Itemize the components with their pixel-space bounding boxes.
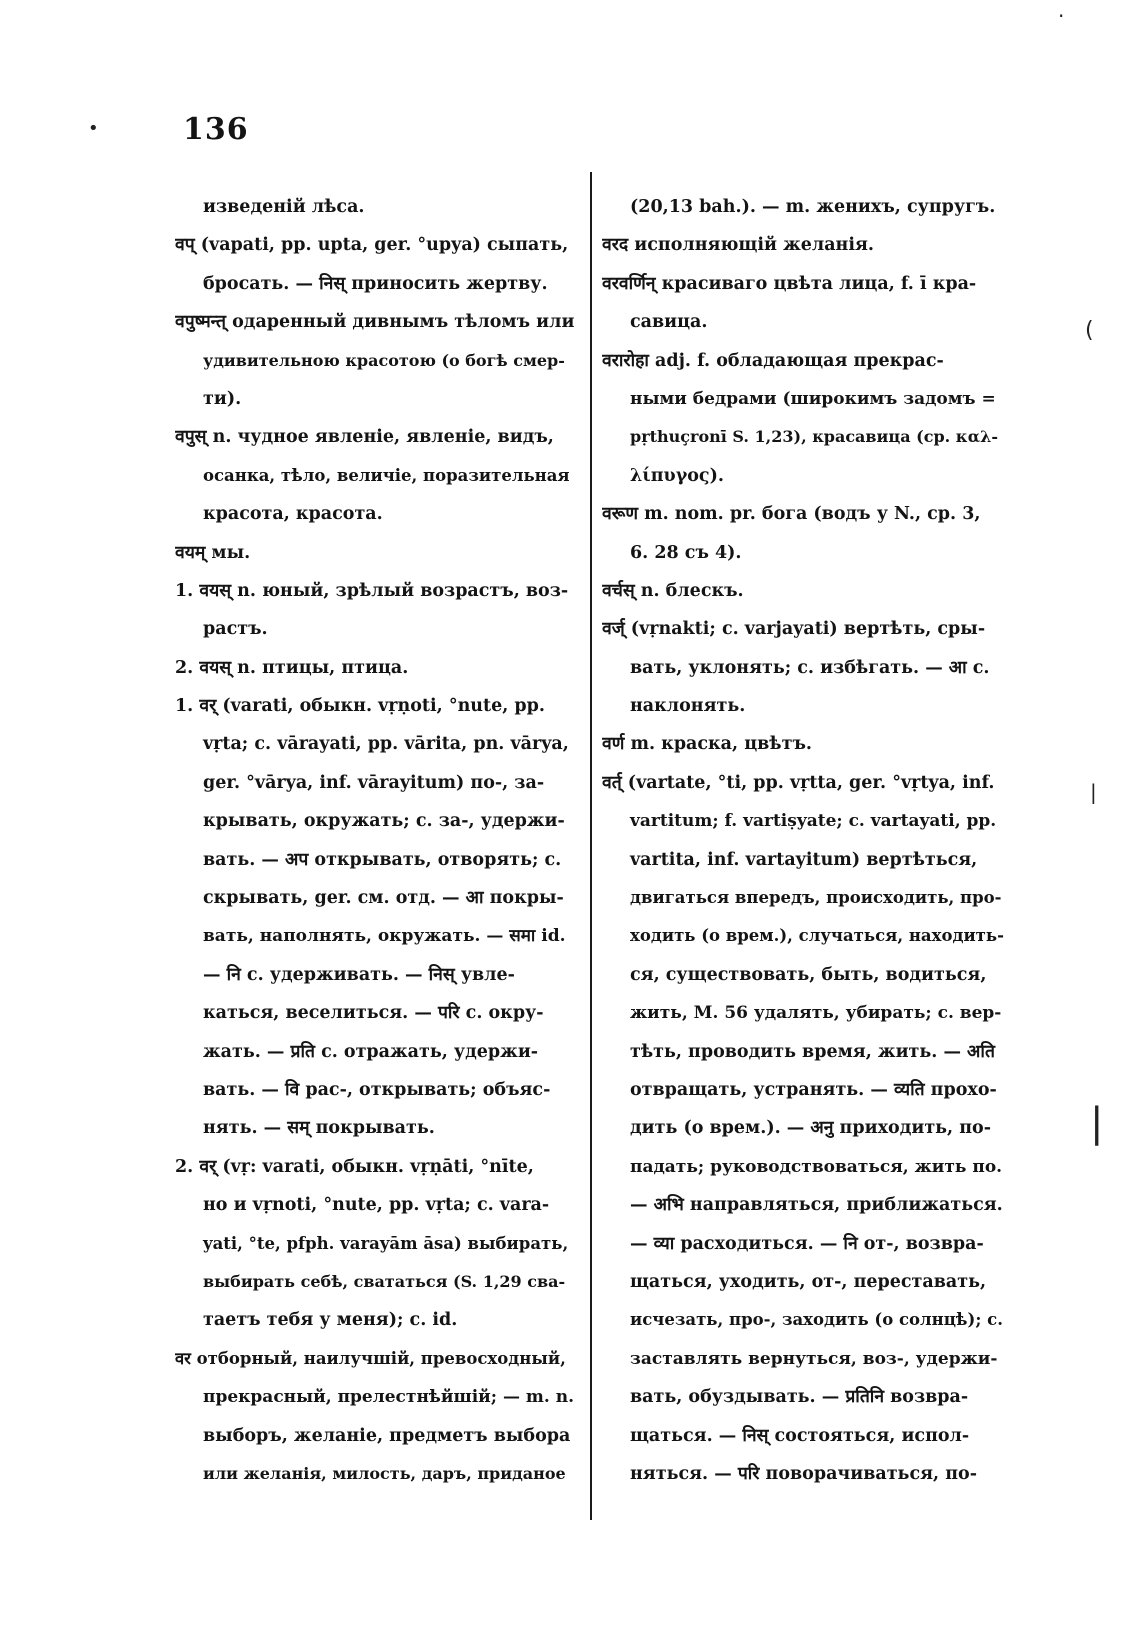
dictionary-line: ger. °vārya, inf. vārayitum) по-, за- <box>203 772 545 793</box>
dictionary-line: 1. वर् (varati, обыкн. vṛṇoti, °nute, pp. <box>175 696 545 717</box>
dictionary-line: ными бедрами (широкимъ задомъ = <box>630 388 996 409</box>
left-column <box>175 188 575 1493</box>
page-number: 136 <box>183 112 249 147</box>
dictionary-line: वरूण m. nom. pr. бога (водъ у N., ср. 3, <box>602 504 981 525</box>
margin-mark: · <box>1058 4 1065 28</box>
dictionary-line: удивительною красотою (о богѣ смер- <box>203 350 565 370</box>
dictionary-line: выборъ, желаніе, предметъ выбора <box>203 1425 571 1446</box>
dictionary-line: — नि c. удерживать. — निस् увле- <box>203 964 515 985</box>
dictionary-line: прекрасный, прелестнѣйшій; — m. n. <box>203 1387 574 1408</box>
dictionary-line: или желанія, милость, даръ, приданое <box>203 1463 566 1483</box>
dictionary-line: вать, обуздывать. — प्रतिनि возвра- <box>630 1387 969 1408</box>
dictionary-line: вать, уклонять; c. избѣгать. — आ c. <box>630 657 990 678</box>
dictionary-line: वप् (vapati, pp. upta, ger. °upya) сыпать, <box>175 235 569 256</box>
dictionary-line: 6. 28 съ 4). <box>630 542 742 563</box>
dictionary-line: 2. वयस् n. птицы, птица. <box>175 657 409 678</box>
dictionary-line: скрывать, ger. см. отд. — आ покры- <box>203 888 564 909</box>
margin-mark: • <box>88 118 99 139</box>
margin-mark: ( <box>1085 318 1094 343</box>
dictionary-line: щаться, уходить, от-, переставать, <box>630 1271 987 1292</box>
dictionary-line: вать. — अप открывать, отворять; c. <box>203 849 562 870</box>
dictionary-line: वर्ण m. краска, цвѣтъ. <box>602 734 812 755</box>
dictionary-line: жать. — प्रति c. отражать, удержи- <box>203 1041 539 1062</box>
margin-mark: | <box>1090 780 1097 804</box>
dictionary-line: वयम् мы. <box>175 542 251 563</box>
dictionary-line: vṛta; c. vārayati, pp. vārita, pn. vārya, <box>203 734 569 755</box>
dictionary-line: vartita, inf. vartayitum) вертѣться, <box>630 849 978 870</box>
dictionary-line: бросать. — निस् приносить жертву. <box>203 273 548 294</box>
dictionary-line: वर्त् (vartate, °ti, pp. vṛtta, ger. °vṛtya, inf. <box>602 772 995 793</box>
dictionary-line: красота, красота. <box>203 504 383 525</box>
dictionary-line: ся, существовать, быть, водиться, <box>630 964 987 985</box>
dictionary-line: таетъ тебя у меня); c. id. <box>203 1310 458 1331</box>
dictionary-line: жить, M. 56 удалять, убирать; c. вер- <box>630 1003 1002 1024</box>
dictionary-line: वपुष्मन्त् одаренный дивнымъ тѣломъ или <box>175 312 575 333</box>
margin-mark: | <box>1090 1100 1104 1146</box>
dictionary-line: 2. वर् (vṛ: varati, обыкн. vṛṇāti, °nīte, <box>175 1156 534 1177</box>
dictionary-line: двигаться впередъ, происходить, про- <box>630 888 1002 908</box>
dictionary-line: изведеній лѣса. <box>203 197 365 217</box>
dictionary-line: дить (о врем.). — अनु приходить, по- <box>630 1118 991 1139</box>
dictionary-line: vartitum; f. vartiṣyate; c. vartayati, pp. <box>630 811 997 832</box>
dictionary-line: вать, наполнять, окружать. — समा id. <box>203 926 566 947</box>
dictionary-line: щаться. — निस् состояться, испол- <box>630 1425 970 1446</box>
column-divider <box>590 172 592 1520</box>
dictionary-line: वरद исполняющій желанія. <box>602 235 875 256</box>
dictionary-line: ходить (о врем.), случаться, находить- <box>630 926 1004 946</box>
dictionary-line: растъ. <box>203 619 268 640</box>
dictionary-line: няться. — परि поворачиваться, по- <box>630 1463 977 1484</box>
dictionary-line: падать; руководствоваться, жить по. <box>630 1156 1003 1177</box>
dictionary-line: — अभि направляться, приближаться. <box>630 1195 1003 1216</box>
dictionary-line: वर्चस् n. блескъ. <box>602 580 744 601</box>
dictionary-line: вать. — वि рас-, открывать; объяс- <box>203 1079 551 1100</box>
dictionary-line: исчезать, про-, заходить (о солнцѣ); c. <box>630 1310 1003 1330</box>
dictionary-line: yati, °te, pfph. varayām āsa) выбирать, <box>203 1233 569 1253</box>
dictionary-line: वरवर्णिन् красиваго цвѣта лица, f. ī кра- <box>602 273 977 294</box>
dictionary-line: वर्ज् (vṛnakti; c. varjayati) вертѣть, сры- <box>602 619 986 640</box>
dictionary-line: λίπυγος). <box>630 465 724 486</box>
dictionary-line: (20,13 bah.). — m. женихъ, супругъ. <box>630 197 996 217</box>
dictionary-line: 1. वयस् n. юный, зрѣлый возрастъ, воз- <box>175 580 569 601</box>
dictionary-line: тѣть, проводить время, жить. — अति <box>630 1041 995 1062</box>
dictionary-line: заставлять вернуться, воз-, удержи- <box>630 1348 998 1369</box>
dictionary-line: ти). <box>203 388 242 409</box>
dictionary-line: выбирать себѣ, свататься (S. 1,29 сва- <box>203 1271 566 1291</box>
dictionary-line: वरारोहा adj. f. обладающая прекрас- <box>602 350 944 371</box>
dictionary-line: отвращать, устранять. — व्यति прохо- <box>630 1079 997 1100</box>
dictionary-line: वपुस् n. чудное явленіе, явленіе, видъ, <box>175 427 554 448</box>
right-column <box>602 188 1004 1493</box>
dictionary-line: савица. <box>630 312 708 333</box>
dictionary-line: pṛthuçronī S. 1,23), красавица (ср. καλ- <box>630 427 998 447</box>
dictionary-line: нять. — सम् покрывать. <box>203 1118 435 1139</box>
dictionary-line: осанка, тѣло, величіе, поразительная <box>203 465 570 485</box>
dictionary-line: वर отборный, наилучшій, превосходный, <box>175 1348 566 1368</box>
dictionary-line: каться, веселиться. — परि c. окру- <box>203 1003 544 1024</box>
dictionary-line: наклонять. <box>630 696 746 717</box>
dictionary-line: — व्या расходиться. — नि от-, возвра- <box>630 1233 984 1254</box>
dictionary-line: но и vṛnoti, °nute, pp. vṛta; c. vara- <box>203 1195 550 1216</box>
dictionary-line: крывать, окружать; c. за-, удержи- <box>203 811 565 832</box>
